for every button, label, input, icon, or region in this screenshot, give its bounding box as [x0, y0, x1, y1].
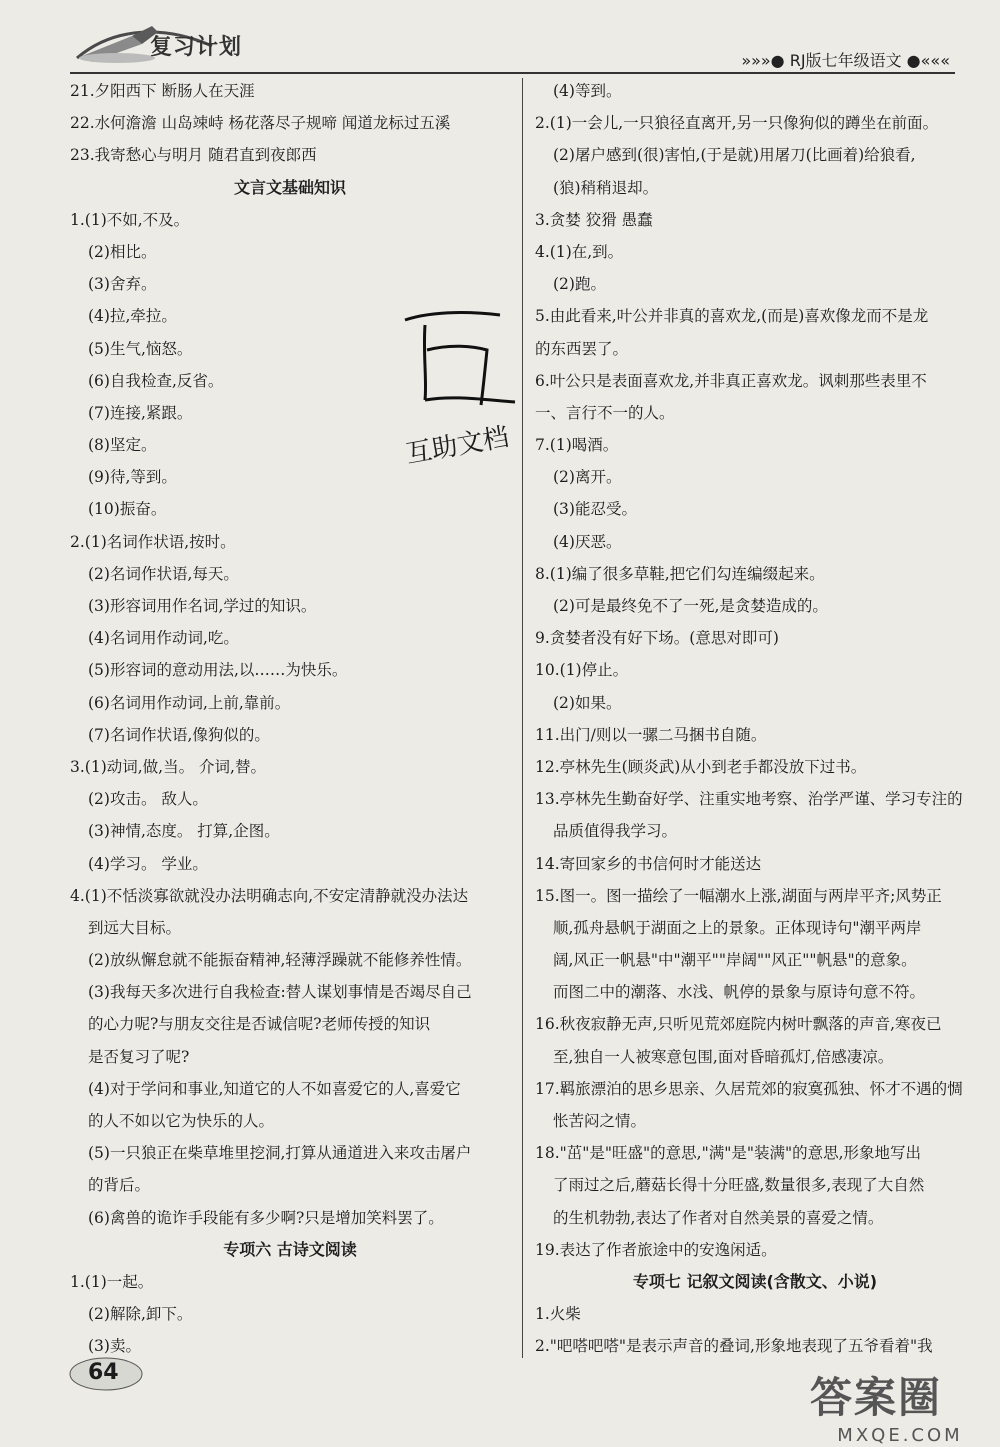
header-subject [741, 48, 950, 71]
answer-line: (5)生气,恼怒。 [88, 339, 193, 358]
answer-line: 的东西罢了。 [535, 339, 629, 358]
answer-line: 13.亭林先生勤奋好学、注重实地考察、治学严谨、学习专注的 [535, 790, 963, 809]
section-heading: 专项六 古诗文阅读 [223, 1239, 357, 1259]
answer-line: (3)卖。 [88, 1337, 141, 1356]
answer-line: 15.图一。图一描绘了一幅潮水上涨,湖面与两岸平齐;风势正 [535, 886, 942, 905]
answer-line: 9.贪婪者没有好下场。(意思对即可) [535, 629, 779, 648]
answer-line: 一、言行不一的人。 [535, 403, 675, 422]
page-number-text: 64 [88, 1360, 119, 1385]
answer-line: (2)如果。 [553, 693, 622, 712]
answer-line: 2."吧嗒吧嗒"是表示声音的叠词,形象地表现了五爷看着"我 [535, 1337, 933, 1356]
answer-line: (3)形容词用作名词,学过的知识。 [88, 597, 317, 615]
answer-line: 11.出门/则以一骡二马捆书自随。 [535, 725, 767, 744]
answer-line: 3.(1)动词,做,当。 介词,替。 [70, 757, 266, 776]
answer-line: (3)神情,态度。 打算,企图。 [88, 822, 280, 841]
answer-line: 至,独自一人被寒意包围,面对昏暗孤灯,倍感凄凉。 [553, 1047, 894, 1066]
answer-line: 14.寄回家乡的书信何时才能送达 [535, 854, 762, 873]
answer-line: 1.火柴 [535, 1305, 581, 1324]
answer-line: 的背后。 [88, 1176, 151, 1195]
answer-line: 18."茁"是"旺盛"的意思,"满"是"装满"的意思,形象地写出 [535, 1144, 922, 1163]
answer-line: 而图二中的潮落、水浅、帆停的景象与原诗句意不符。 [553, 983, 926, 1002]
answer-line: 10.(1)停止。 [535, 661, 629, 680]
answer-line: 品质值得我学习。 [553, 822, 678, 841]
answer-line: 了雨过之后,蘑菇长得十分旺盛,数量很多,表现了大自然 [553, 1176, 925, 1195]
answer-line: 6.叶公只是表面喜欢龙,并非真正喜欢龙。讽刺那些表里不 [535, 371, 927, 390]
answer-line: 的人不如以它为快乐的人。 [88, 1112, 275, 1130]
answer-line: (2)跑。 [553, 275, 606, 294]
answer-line: (7)连接,紧跟。 [88, 403, 193, 422]
answer-line: (10)振奋。 [88, 500, 167, 519]
header-rule [70, 72, 955, 74]
answer-line: (4)对于学问和事业,知道它的人不如喜爱它的人,喜爱它 [88, 1079, 461, 1098]
answer-line: (9)待,等到。 [88, 468, 177, 487]
subject-label: RJ版七年级语文 [789, 51, 902, 70]
left-column [70, 75, 510, 1363]
answer-line: 1.(1)一起。 [70, 1272, 154, 1291]
answer-line: (3)能忍受。 [553, 500, 637, 519]
answer-line: (2)放纵懈怠就不能振奋精神,轻薄浮躁就不能修养性情。 [88, 951, 472, 970]
answer-line: (2)屠户感到(很)害怕,(于是就)用屠刀(比画着)给狼看, [553, 146, 916, 165]
answer-line: (8)坚定。 [88, 436, 157, 455]
answer-line: 顺,孤舟悬帆于湖面之上的景象。正体现诗句"潮平两岸 [553, 918, 922, 937]
answer-line: 4.(1)不恬淡寡欲就没办法明确志向,不安定清静就没办法达 [70, 886, 469, 905]
answer-line: 阔,风正一帆悬"中"潮平""岸阔""风正""帆悬"的意象。 [553, 951, 917, 970]
column-divider [522, 78, 523, 1358]
answer-line: (5)一只狼正在柴草堆里挖洞,打算从通道进入来攻击屠户 [88, 1144, 472, 1163]
section-heading: 文言文基础知识 [233, 177, 346, 197]
answer-line: 1.(1)不如,不及。 [70, 210, 190, 229]
brand-url: MXQE.COM [837, 1425, 963, 1446]
answer-line: (6)禽兽的诡诈手段能有多少啊?只是增加笑料罢了。 [88, 1208, 444, 1227]
answer-line: (4)等到。 [553, 82, 622, 100]
watermark-text: 互助文档 [403, 422, 512, 470]
answer-line: (4)名词用作动词,吃。 [88, 629, 239, 648]
answer-line: (3)舍弃。 [88, 275, 157, 294]
answer-line: (3)我每天多次进行自我检查:替人谋划事情是否竭尽自己 [88, 983, 472, 1002]
answer-line: 16.秋夜寂静无声,只听见荒郊庭院内树叶飘落的声音,寒夜已 [535, 1015, 942, 1034]
brand-logo: 答案圈 [810, 1373, 943, 1422]
handwritten-mark-icon [395, 300, 535, 430]
answer-line: 怅苦闷之情。 [553, 1112, 647, 1130]
chevrons-right-icon: »»»● [741, 51, 790, 70]
answer-line: (4)拉,牵拉。 [88, 307, 177, 326]
answer-line: (2)解除,卸下。 [88, 1305, 193, 1324]
answer-line: (狼)稍稍退却。 [553, 178, 659, 197]
answer-line: 的生机勃勃,表达了作者对自然美景的喜爱之情。 [553, 1208, 884, 1227]
answer-line: (2)相比。 [88, 242, 157, 261]
answer-line: (5)形容词的意动用法,以……为快乐。 [88, 661, 348, 680]
answer-line: 8.(1)编了很多草鞋,把它们勾连编缀起来。 [535, 564, 825, 583]
answer-line: 5.由此看来,叶公并非真的喜欢龙,(而是)喜欢像龙而不是龙 [535, 307, 929, 326]
answer-line: 3.贪婪 狡猾 愚蠢 [535, 210, 653, 229]
answer-line: 19.表达了作者旅途中的安逸闲适。 [535, 1240, 777, 1259]
answer-line: 21.夕阳西下 断肠人在天涯 [70, 82, 255, 100]
answer-line: (2)离开。 [553, 468, 622, 487]
answer-line: 22.水何澹澹 山岛竦峙 杨花落尽子规啼 闻道龙标过五溪 [70, 114, 451, 133]
answer-line: (4)厌恶。 [553, 532, 622, 551]
chevrons-left-icon: ●««« [901, 51, 950, 70]
right-column [535, 75, 975, 1363]
answer-line: 2.(1)名词作状语,按时。 [70, 532, 236, 551]
answer-line: 17.羁旅漂泊的思乡思亲、久居荒郊的寂寞孤独、怀才不遇的惆 [535, 1079, 963, 1098]
watermark [395, 300, 535, 470]
brand-watermark [810, 1365, 990, 1445]
answer-line: 的心力呢?与朋友交往是否诚信呢?老师传授的知识 [88, 1015, 431, 1034]
answer-line: (2)名词作状语,每天。 [88, 564, 239, 583]
answer-line: (4)学习。 学业。 [88, 854, 208, 873]
page-header [0, 0, 1000, 75]
answer-line: 4.(1)在,到。 [535, 242, 624, 261]
answer-line: (2)可是最终免不了一死,是贪婪造成的。 [553, 597, 828, 615]
answer-line: 2.(1)一会儿,一只狼径直离开,另一只像狗似的蹲坐在前面。 [535, 114, 939, 133]
header-title: 复习计划 [150, 35, 243, 60]
answer-line: (6)自我检查,反省。 [88, 371, 224, 390]
answer-line: (7)名词作状语,像狗似的。 [88, 725, 270, 744]
answer-line: (6)名词用作动词,上前,靠前。 [88, 693, 291, 712]
answer-line: 是否复习了呢? [88, 1047, 190, 1066]
answer-line: (2)攻击。 敌人。 [88, 790, 208, 809]
answer-line: 7.(1)喝酒。 [535, 436, 619, 455]
answer-line: 到远大目标。 [88, 918, 182, 937]
answer-line: 12.亭林先生(顾炎武)从小到老手都没放下过书。 [535, 757, 867, 776]
section-heading: 专项七 记叙文阅读(含散文、小说) [632, 1271, 878, 1291]
answer-line: 23.我寄愁心与明月 随君直到夜郎西 [70, 146, 317, 165]
page-number [66, 1352, 146, 1392]
